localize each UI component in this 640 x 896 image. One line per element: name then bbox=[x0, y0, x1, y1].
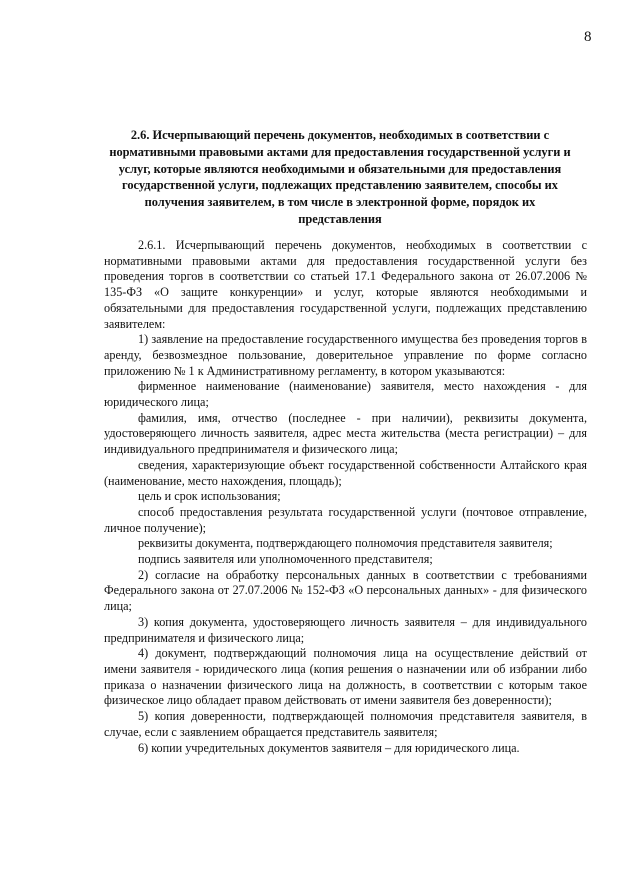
section-title: 2.6. Исчерпывающий перечень документов, необходимых в соответствии с нормативными правовыми актами для предоставления государственной услуги и услуг, которые являются необходимыми и обязательными для предоставления государственной услуги, подлежащих представлению заявителем, способы их получения заявителем, в том числе в электронной форме, порядок их представления bbox=[109, 128, 571, 226]
body-text bbox=[104, 238, 587, 756]
list-item: цель и срок использования; bbox=[138, 489, 281, 504]
list-item: 6) копии учредительных документов заявителя – для юридического лица. bbox=[138, 740, 520, 755]
list-item: 5) копия доверенности, подтверждающей полномочия представителя заявителя, в случае, если с заявлением обращается представитель заявителя; bbox=[104, 709, 587, 739]
paragraph-intro: 2.6.1. Исчерпывающий перечень документов, необходимых в соответствии с нормативными правовыми актами для предоставления государственной услуги без проведения торгов в соответствии со статьей 17.1 Федерального закона от 26.07.2006 № 135-ФЗ «О защите конкуренции» и услуг, которые являются необходимыми и обязательными для предоставления государственной услуги, подлежащих представлению заявителем: bbox=[104, 238, 587, 331]
list-item: фирменное наименование (наименование) заявителя, место нахождения - для юридического лица; bbox=[104, 379, 587, 410]
list-item: 2) согласие на обработку персональных данных в соответствии с требованиями Федерального закона от 27.07.2006 № 152-ФЗ «О персональных данных» - для физического лица; bbox=[104, 567, 587, 614]
list-item: реквизиты документа, подтверждающего полномочия представителя заявителя; bbox=[138, 536, 553, 551]
list-item: способ предоставления результата государственной услуги (почтовое отправление, личное получение); bbox=[104, 504, 587, 535]
page-number: 8 bbox=[584, 29, 592, 45]
list-item: подпись заявителя или уполномоченного представителя; bbox=[138, 552, 433, 567]
list-item: сведения, характеризующие объект государственной собственности Алтайского края (наименование, место нахождения, площадь); bbox=[104, 457, 587, 488]
list-item: фамилия, имя, отчество (последнее - при наличии), реквизиты документа, удостоверяющего личность заявителя, адрес места жительства (места регистрации) – для индивидуального предпринимателя и физического лица; bbox=[104, 410, 587, 457]
list-item: 4) документ, подтверждающий полномочия лица на осуществление действий от имени заявителя - юридического лица (копия решения о назначении или об избрании либо приказа о назначении физического лица на должность, в соответствии с которым такое физическое лицо обладает правом действовать от имени заявителя без доверенности); bbox=[104, 646, 587, 708]
list-item: 3) копия документа, удостоверяющего личность заявителя – для индивидуального предпринимателя и физического лица; bbox=[104, 614, 587, 645]
list-item: 1) заявление на предоставление государственного имущества без проведения торгов в аренду, безвозмездное пользование, доверительное управление по форме согласно приложению № 1 к Административному регламенту, в котором указываются: bbox=[104, 332, 587, 378]
